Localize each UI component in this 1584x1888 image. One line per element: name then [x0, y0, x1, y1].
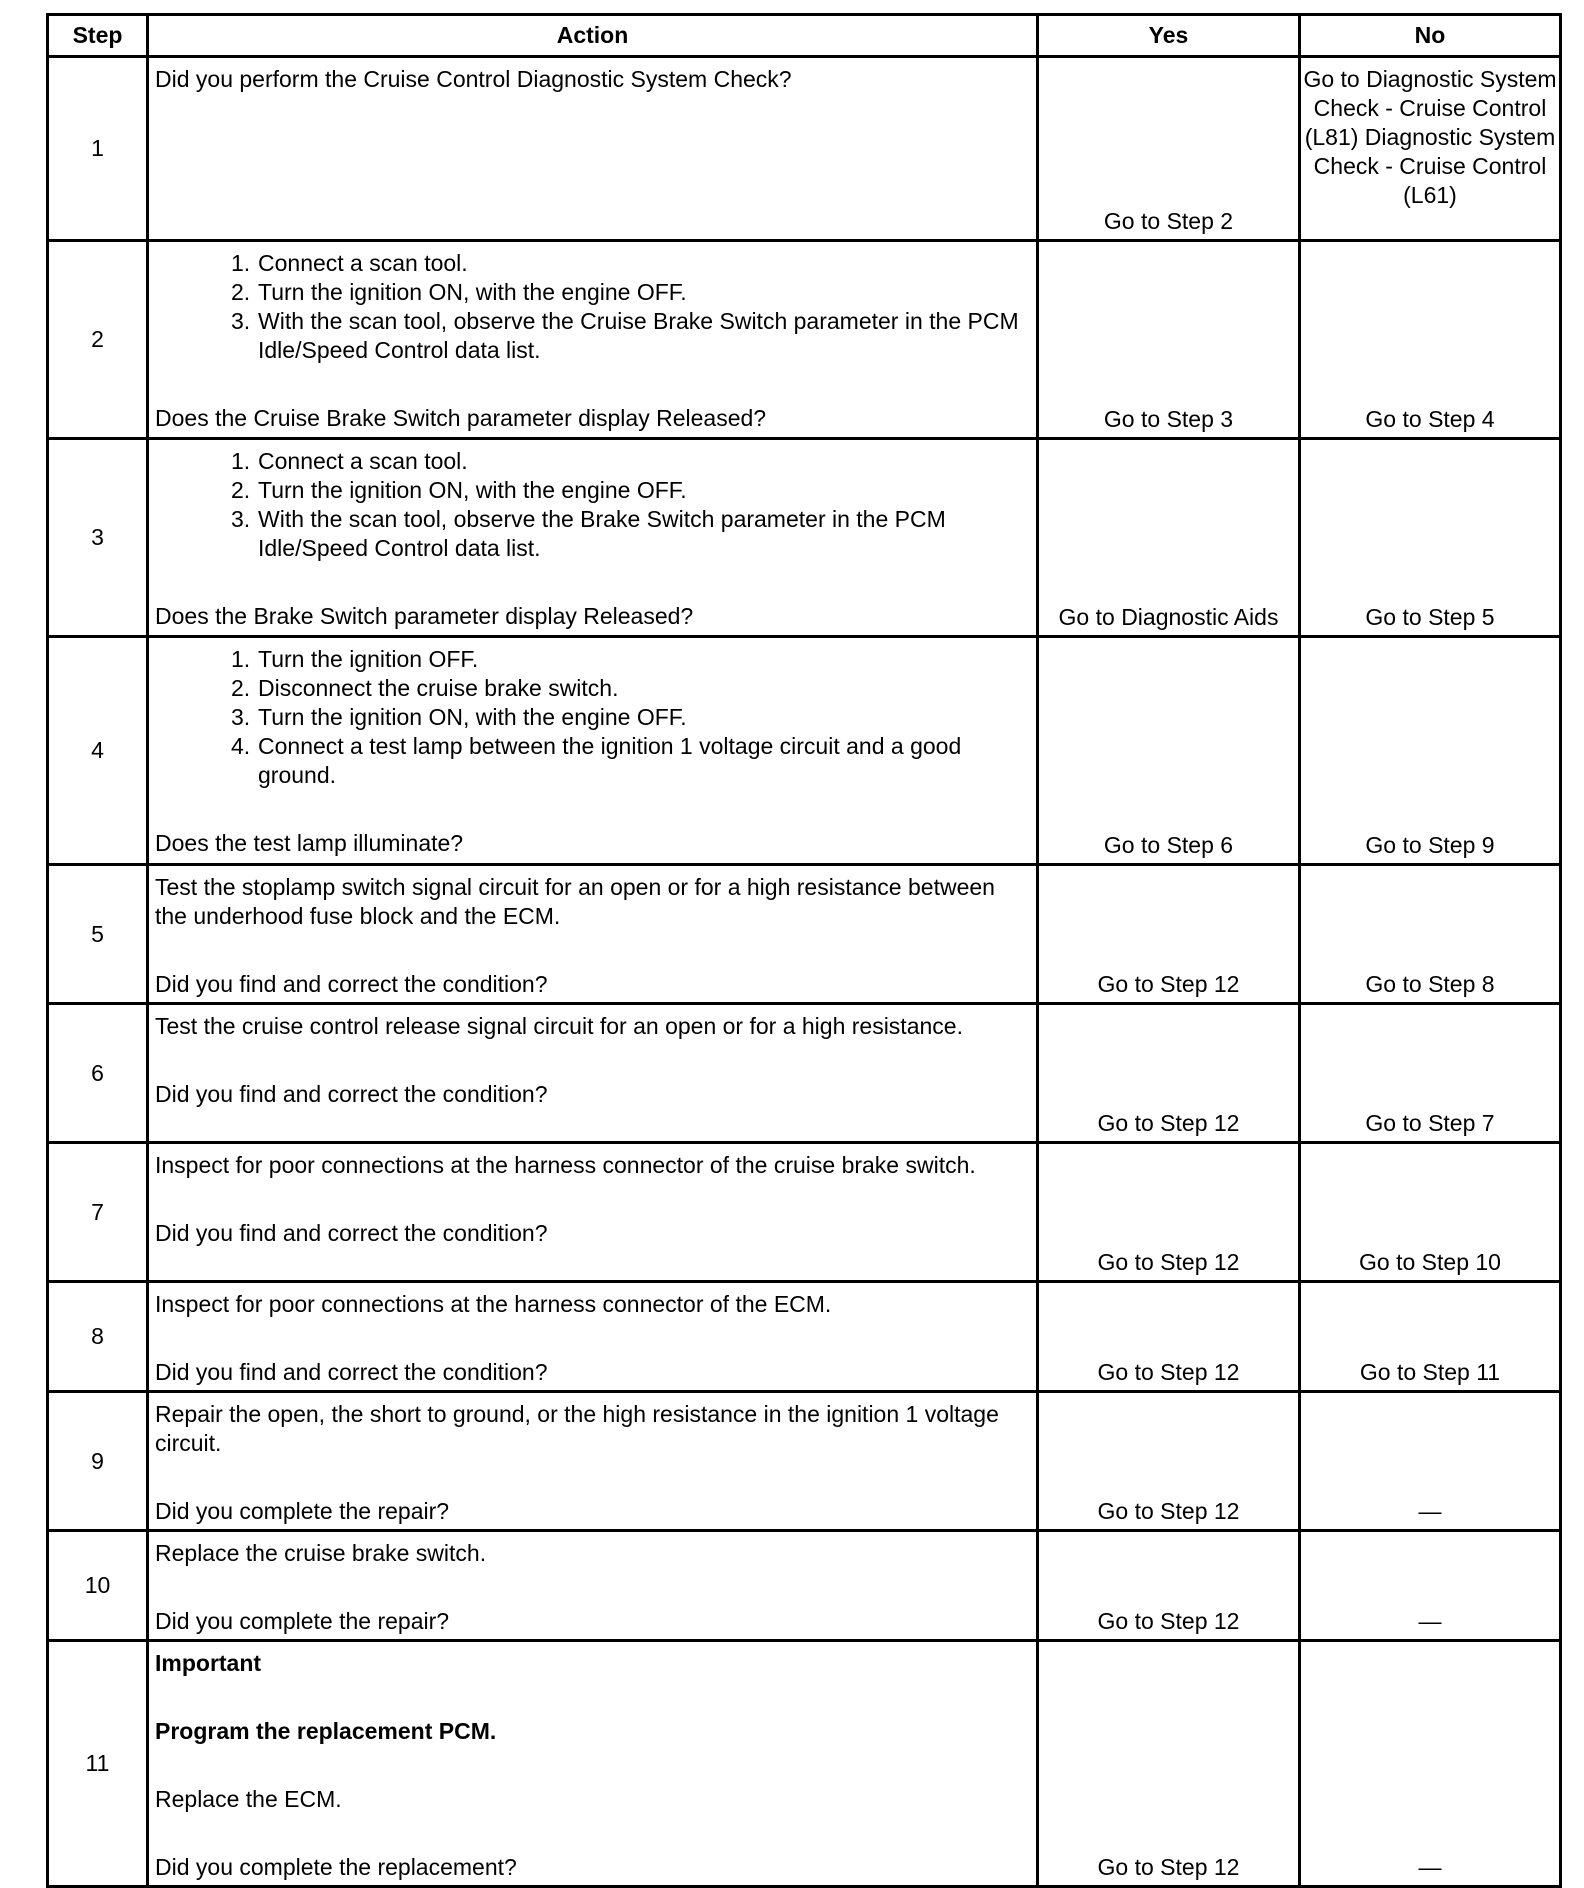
no-cell — [1300, 865, 1561, 1004]
action-question: Does the Cruise Brake Switch parameter display Released? — [155, 405, 767, 431]
action-question: Did you perform the Cruise Control Diagnostic System Check? — [155, 66, 792, 92]
no-cell — [1300, 1143, 1561, 1282]
no-cell — [1300, 241, 1561, 439]
action-instruction: Inspect for poor connections at the harness connector of the ECM. — [155, 1291, 832, 1317]
action-instruction: Test the stoplamp switch signal circuit for an open or for a high resistance between the underhood fuse block and the ECM. — [155, 874, 995, 929]
action-cell — [148, 1004, 1038, 1143]
action-instruction: Inspect for poor connections at the harness connector of the cruise brake switch. — [155, 1152, 976, 1178]
no-cell — [1300, 439, 1561, 637]
no-cell — [1300, 1641, 1561, 1887]
yes-cell — [1038, 241, 1300, 439]
yes-link[interactable]: Go to Step 12 — [1097, 971, 1240, 997]
action-cell — [148, 57, 1038, 241]
no-cell — [1300, 1392, 1561, 1531]
header-action: Action — [148, 15, 1038, 57]
table-row — [48, 57, 1561, 241]
diagnostic-table — [46, 13, 1562, 1888]
action-cell — [148, 1392, 1038, 1531]
yes-link[interactable]: Go to Step 12 — [1097, 1498, 1240, 1524]
action-instruction: Repair the open, the short to ground, or the high resistance in the ignition 1 voltage circuit. — [155, 1401, 999, 1456]
yes-cell — [1038, 1282, 1300, 1392]
list-item: 1. Turn the ignition OFF. — [231, 646, 479, 672]
yes-cell — [1038, 439, 1300, 637]
list-item: 2. Turn the ignition ON, with the engine OFF. — [231, 279, 687, 305]
yes-link[interactable]: Go to Step 12 — [1097, 1249, 1240, 1275]
no-link[interactable]: Go to Step 10 — [1359, 1249, 1501, 1275]
action-cell — [148, 1282, 1038, 1392]
yes-link[interactable]: Go to Step 12 — [1097, 1854, 1240, 1880]
no-dash: — — [1418, 1854, 1442, 1880]
action-cell — [148, 1143, 1038, 1282]
step-number: 1 — [48, 57, 148, 241]
yes-link[interactable]: Go to Step 12 — [1097, 1110, 1240, 1136]
yes-cell — [1038, 865, 1300, 1004]
list-item: 3. With the scan tool, observe the Cruise Brake Switch parameter in the PCM Idle/Speed Control data list. — [231, 308, 1019, 363]
action-cell — [148, 439, 1038, 637]
no-dash: — — [1418, 1608, 1442, 1634]
no-link[interactable]: Go to Step 4 — [1365, 406, 1495, 432]
step-number: 3 — [48, 439, 148, 637]
action-question: Did you complete the replacement? — [155, 1854, 517, 1880]
header-row — [48, 15, 1561, 57]
yes-cell — [1038, 57, 1300, 241]
yes-link[interactable]: Go to Step 3 — [1103, 406, 1234, 432]
header-no: No — [1300, 15, 1561, 57]
yes-link[interactable]: Go to Step 6 — [1103, 832, 1234, 858]
yes-cell — [1038, 1641, 1300, 1887]
table-row — [48, 865, 1561, 1004]
yes-cell — [1038, 637, 1300, 865]
action-steps-list — [155, 645, 1030, 790]
step-number: 10 — [48, 1531, 148, 1641]
yes-cell — [1038, 1143, 1300, 1282]
table-row — [48, 439, 1561, 637]
action-question: Does the Brake Switch parameter display Released? — [155, 603, 694, 629]
no-link[interactable]: Go to Step 5 — [1365, 604, 1495, 630]
table-row — [48, 1531, 1561, 1641]
no-link[interactable]: Go to Step 8 — [1365, 971, 1495, 997]
list-item: 2. Disconnect the cruise brake switch. — [231, 675, 619, 701]
action-question: Did you find and correct the condition? — [155, 1359, 548, 1385]
yes-link[interactable]: Go to Step 12 — [1097, 1608, 1240, 1634]
step-number: 6 — [48, 1004, 148, 1143]
yes-link[interactable]: Go to Step 2 — [1103, 208, 1234, 234]
no-dash: — — [1418, 1498, 1442, 1524]
no-link[interactable]: Go to Step 9 — [1365, 832, 1495, 858]
action-question: Did you find and correct the condition? — [155, 1220, 548, 1246]
table-row — [48, 1282, 1561, 1392]
step-number: 5 — [48, 865, 148, 1004]
table-row — [48, 637, 1561, 865]
action-steps-list — [155, 249, 1030, 365]
action-cell — [148, 637, 1038, 865]
important-label: Important — [155, 1650, 262, 1676]
action-question: Did you complete the repair? — [155, 1608, 450, 1634]
action-question: Did you find and correct the condition? — [155, 1081, 548, 1107]
list-item: 3. Turn the ignition ON, with the engine OFF. — [231, 704, 687, 730]
table-row — [48, 1143, 1561, 1282]
table-row — [48, 1641, 1561, 1887]
important-note: Program the replacement PCM. — [155, 1718, 497, 1744]
no-link[interactable]: Go to Step 7 — [1365, 1110, 1495, 1136]
step-number: 9 — [48, 1392, 148, 1531]
yes-cell — [1038, 1531, 1300, 1641]
no-cell — [1300, 1004, 1561, 1143]
step-number: 2 — [48, 241, 148, 439]
yes-link[interactable]: Go to Step 12 — [1097, 1359, 1240, 1385]
action-cell — [148, 865, 1038, 1004]
no-link[interactable]: Go to Diagnostic System Check - Cruise Control (L81) Diagnostic System Check - Cruise Control (L61) — [1303, 66, 1557, 208]
no-cell — [1300, 637, 1561, 865]
list-item: 2. Turn the ignition ON, with the engine OFF. — [231, 477, 687, 503]
list-item: 1. Connect a scan tool. — [231, 250, 468, 276]
yes-cell — [1038, 1004, 1300, 1143]
action-instruction: Replace the ECM. — [155, 1786, 342, 1812]
action-instruction: Replace the cruise brake switch. — [155, 1540, 487, 1566]
table-row — [48, 1392, 1561, 1531]
step-number: 8 — [48, 1282, 148, 1392]
no-link[interactable]: Go to Step 11 — [1359, 1359, 1501, 1385]
yes-cell — [1038, 1392, 1300, 1531]
action-question: Did you complete the repair? — [155, 1498, 450, 1524]
action-steps-list — [155, 447, 1030, 563]
step-number: 11 — [48, 1641, 148, 1887]
list-item: 1. Connect a scan tool. — [231, 448, 468, 474]
list-item: 3. With the scan tool, observe the Brake Switch parameter in the PCM Idle/Speed Control data list. — [231, 506, 946, 561]
no-cell — [1300, 57, 1561, 241]
action-cell — [148, 1641, 1038, 1887]
step-number: 4 — [48, 637, 148, 865]
action-cell — [148, 1531, 1038, 1641]
header-yes: Yes — [1038, 15, 1300, 57]
list-item: 4. Connect a test lamp between the ignition 1 voltage circuit and a good ground. — [231, 733, 962, 788]
action-instruction: Test the cruise control release signal circuit for an open or for a high resistance. — [155, 1013, 963, 1039]
action-question: Did you find and correct the condition? — [155, 971, 548, 997]
action-cell — [148, 241, 1038, 439]
action-question: Does the test lamp illuminate? — [155, 830, 464, 856]
no-cell — [1300, 1531, 1561, 1641]
table-row — [48, 1004, 1561, 1143]
yes-link[interactable]: Go to Diagnostic Aids — [1058, 604, 1279, 630]
step-number: 7 — [48, 1143, 148, 1282]
header-step: Step — [48, 15, 148, 57]
table-row — [48, 241, 1561, 439]
no-cell — [1300, 1282, 1561, 1392]
